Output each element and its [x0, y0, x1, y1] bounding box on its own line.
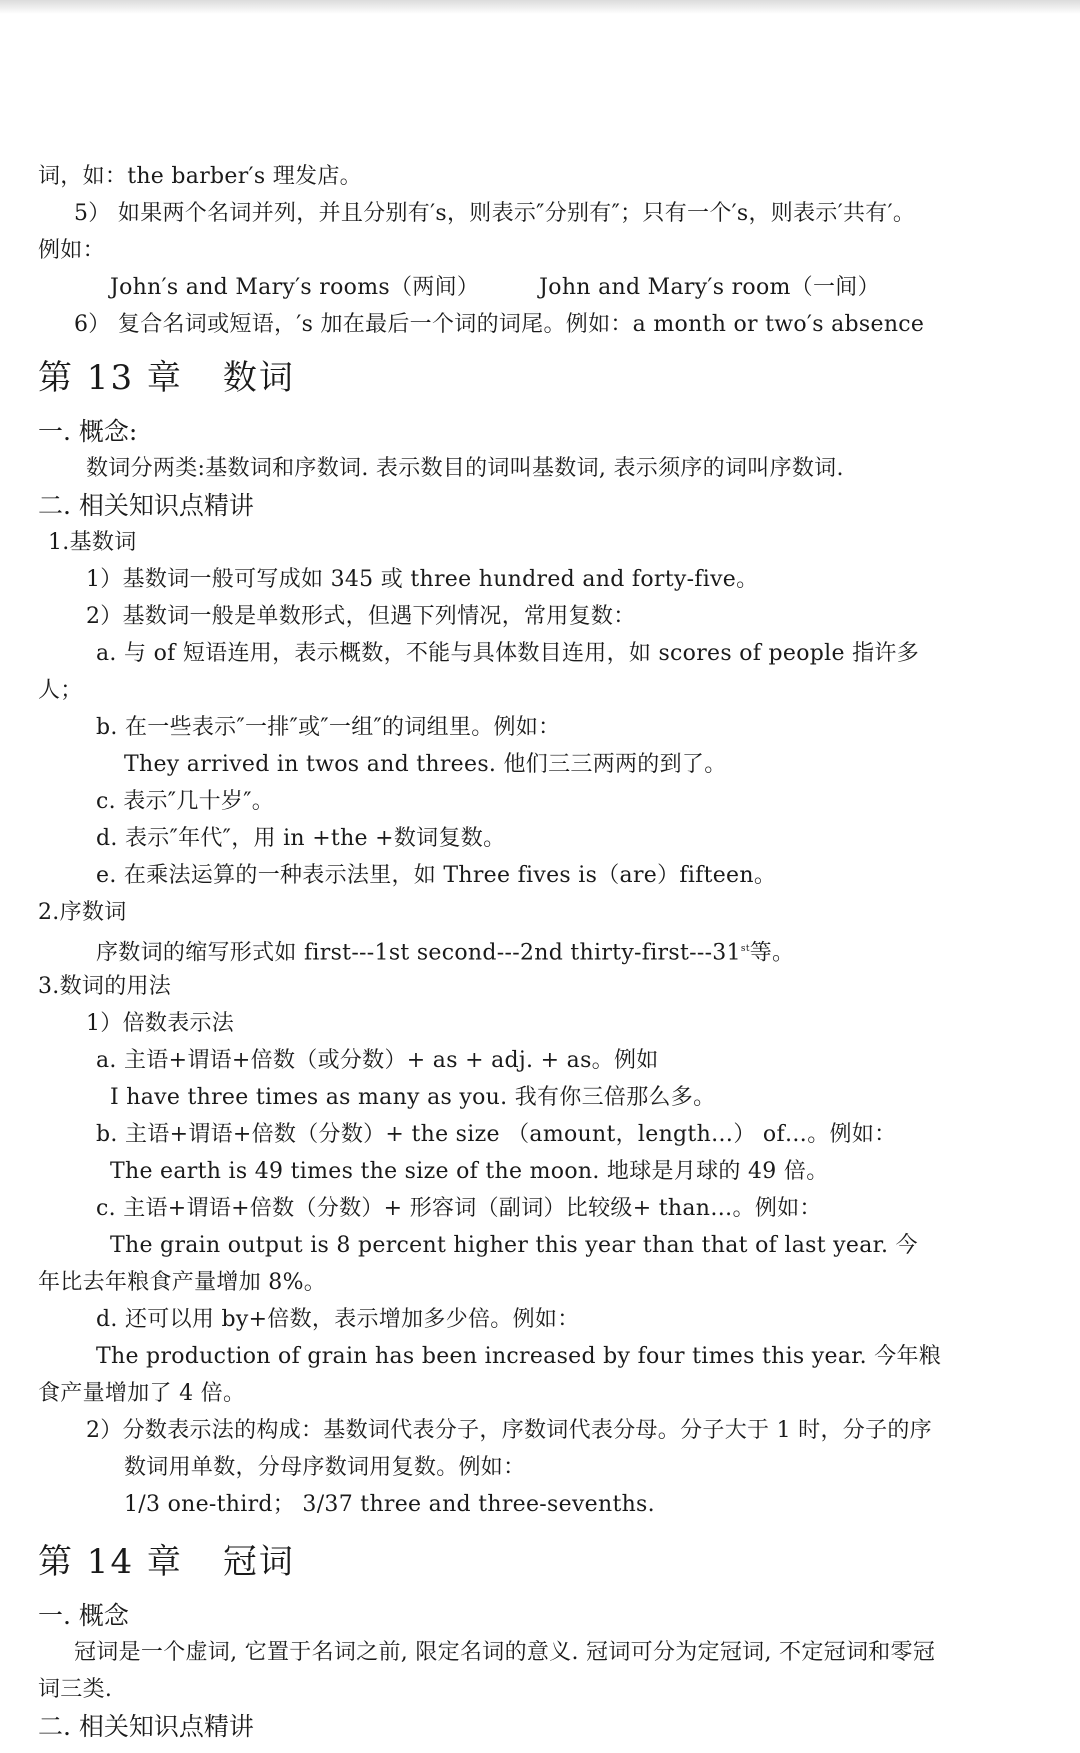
text-line: 1）倍数表示法: [86, 1011, 235, 1036]
example-rooms: John′s and Mary′s rooms（两间）: [110, 275, 480, 300]
example-line: The production of grain has been increased by four times this year. 今年粮: [96, 1344, 942, 1369]
ordinal-abbrev-end: 等。: [749, 940, 795, 966]
text-line: 冠词是一个虚词, 它置于名词之前, 限定名词的意义. 冠词可分为定冠词, 不定冠词和零冠: [74, 1640, 936, 1665]
text-line: 2）基数词一般是单数形式，但遇下列情况，常用复数：: [86, 604, 636, 629]
section-heading: 一. 概念:: [38, 417, 138, 446]
example-line: 1/3 one-third； 3/37 three and three-sevenths.: [124, 1492, 655, 1517]
text-line: a. 与 of 短语连用，表示概数，不能与具体数目连用，如 scores of people 指许多: [96, 641, 920, 666]
example-line: [38, 269, 1038, 306]
text-line: c. 主语+谓语+倍数（分数）+ 形容词（副词）比较级+ than…。例如：: [96, 1196, 822, 1221]
text-line: 词，如：the barber′s 理发店。: [38, 164, 362, 189]
ordinal-abbrev-text: 序数词的缩写形式如 first---1st second---2nd thirty-first---31: [96, 940, 741, 966]
text-line: b. 在一些表示″一排″或″一组″的词组里。例如：: [96, 715, 561, 740]
subsection-heading: 3.数词的用法: [38, 974, 172, 999]
chapter-name: 冠词: [222, 1542, 295, 1582]
text-line: c. 表示″几十岁″。: [96, 789, 275, 814]
example-line: The earth is 49 times the size of the moon. 地球是月球的 49 倍。: [110, 1159, 829, 1184]
text-line: a. 主语+谓语+倍数（或分数）+ as + adj. + as。例如: [96, 1048, 659, 1073]
chapter-13-title: [38, 347, 1038, 409]
text-line: 2）分数表示法的构成：基数词代表分子，序数词代表分母。分子大于 1 时，分子的序: [86, 1418, 932, 1443]
subsection-heading: 2.序数词: [38, 900, 127, 925]
text-line: 5） 如果两个名词并列，并且分别有′s，则表示″分别有″；只有一个′s，则表示′共有′。: [74, 201, 916, 226]
superscript-st: st: [740, 944, 750, 954]
text-line: 6） 复合名词或短语，′s 加在最后一个词的词尾。例如：a month or two′s absence: [74, 312, 925, 337]
top-edge-shadow: [0, 0, 1080, 14]
text-line: d. 还可以用 by+倍数，表示增加多少倍。例如：: [96, 1307, 580, 1332]
text-line: 食产量增加了 4 倍。: [38, 1381, 246, 1406]
text-line: e. 在乘法运算的一种表示法里，如 Three fives is（are）fifteen。: [96, 863, 777, 888]
example-room: John and Mary′s room（一间）: [539, 275, 880, 300]
subsection-heading: 1.基数词: [48, 530, 137, 555]
text-line: 例如：: [38, 238, 105, 263]
text-line: 人；: [38, 678, 83, 703]
chapter-14-title: [38, 1531, 1038, 1593]
chapter-name: 数词: [222, 358, 295, 398]
document-page: [38, 158, 1038, 1745]
text-line: 词三类.: [38, 1677, 113, 1702]
chapter-number: 第 13 章: [38, 358, 183, 398]
text-line: 1）基数词一般可写成如 345 或 three hundred and forty-five。: [86, 567, 759, 592]
text-line: 年比去年粮食产量增加 8%。: [38, 1270, 327, 1295]
example-line: I have three times as many as you. 我有你三倍那么多。: [110, 1085, 716, 1110]
chapter-number: 第 14 章: [38, 1542, 183, 1582]
text-line: d. 表示″年代″，用 in +the +数词复数。: [96, 826, 506, 851]
text-line: 数词用单数，分母序数词用复数。例如：: [124, 1455, 526, 1480]
text-line: b. 主语+谓语+倍数（分数）+ the size （amount，length…） of…。例如：: [96, 1122, 897, 1147]
section-heading: 二. 相关知识点精讲: [38, 1712, 254, 1741]
section-heading: 二. 相关知识点精讲: [38, 491, 254, 520]
text-line: 数词分两类:基数词和序数词. 表示数目的词叫基数词, 表示须序的词叫序数词.: [86, 456, 844, 481]
example-line: The grain output is 8 percent higher this year than that of last year. 今: [110, 1233, 918, 1258]
section-heading: 一. 概念: [38, 1601, 129, 1630]
example-line: They arrived in twos and threes. 他们三三两两的到了。: [124, 752, 727, 777]
text-line: [38, 931, 1038, 968]
